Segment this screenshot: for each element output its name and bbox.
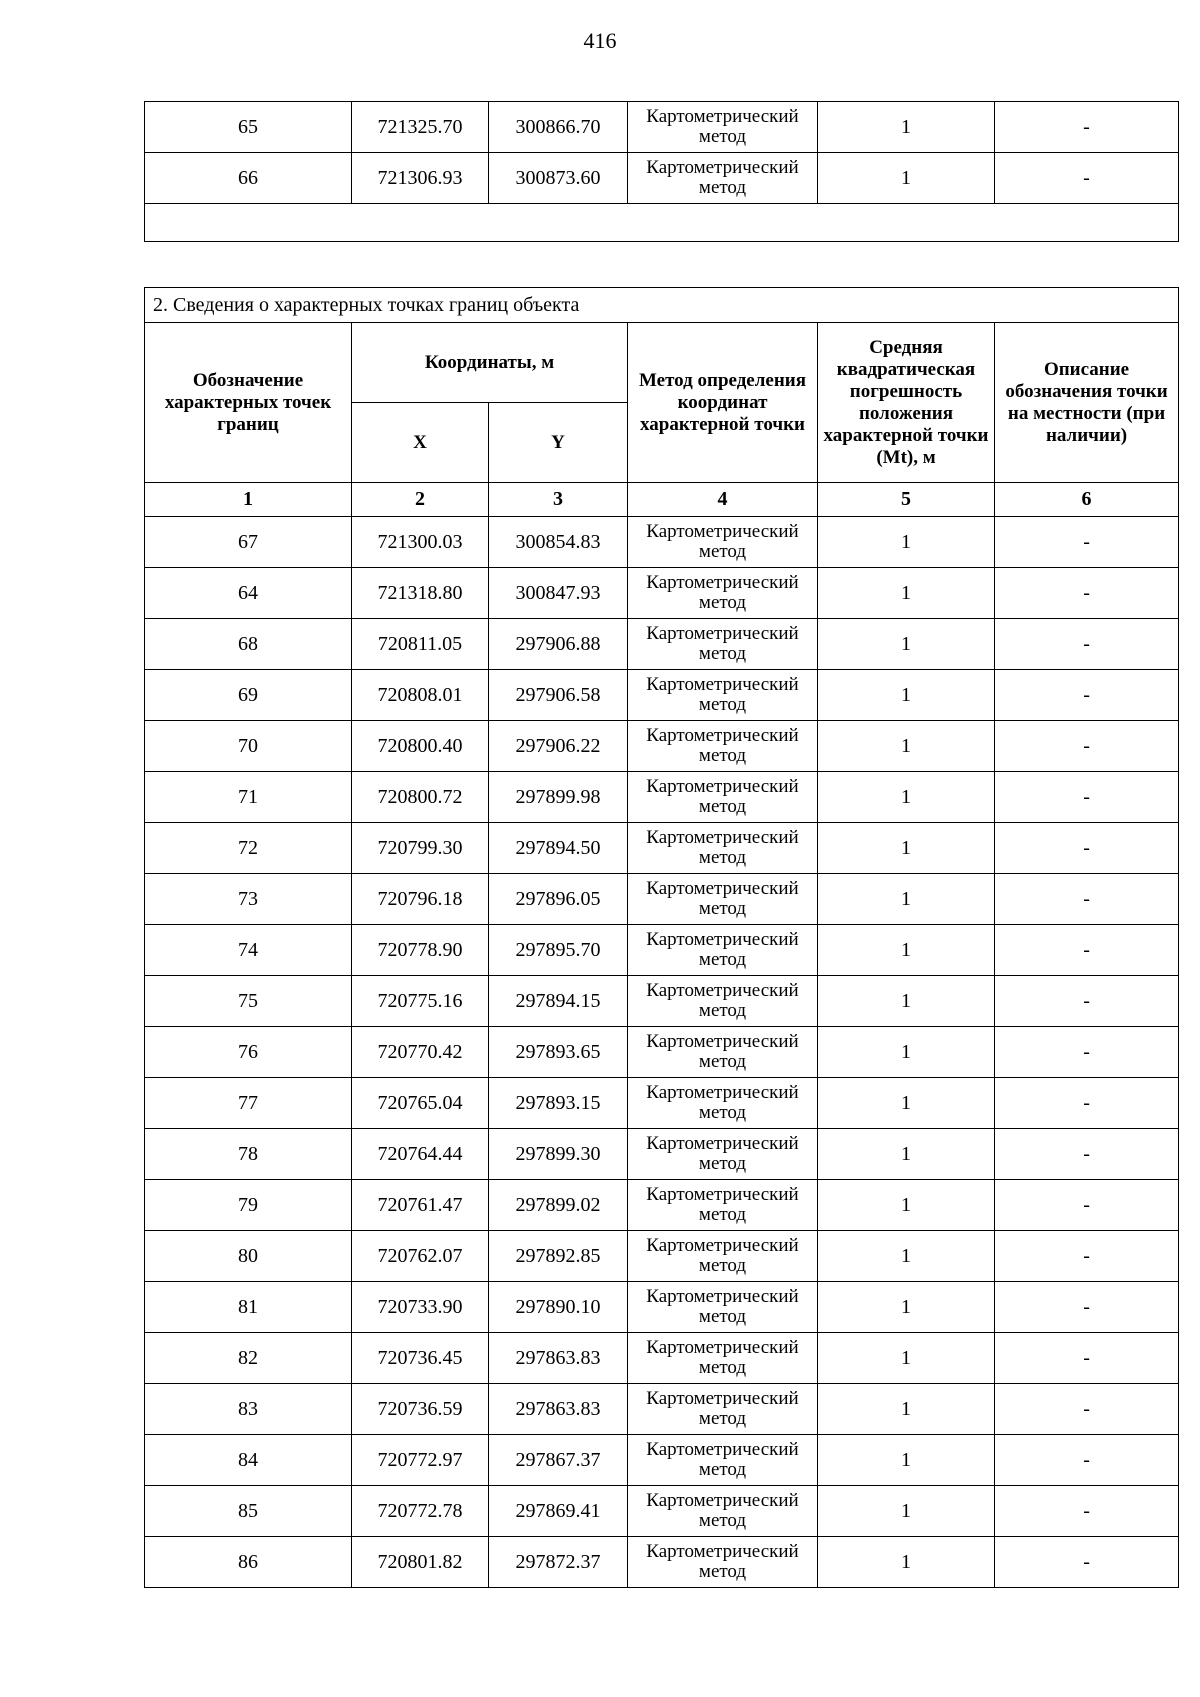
y-coordinate-cell: 297863.83 — [489, 1333, 628, 1384]
x-coordinate-cell: 720772.97 — [352, 1435, 489, 1486]
description-cell: - — [995, 1129, 1179, 1180]
table-row — [145, 1486, 1179, 1537]
column-number: 6 — [995, 483, 1179, 517]
y-coordinate-cell: 297892.85 — [489, 1231, 628, 1282]
description-cell: - — [995, 976, 1179, 1027]
header-description: Описание обозначения точки на местности (при наличии) — [995, 323, 1179, 483]
y-coordinate-cell: 297894.50 — [489, 823, 628, 874]
method-cell: Картометрический метод — [628, 721, 818, 772]
description-cell: - — [995, 1435, 1179, 1486]
x-coordinate-cell: 720736.59 — [352, 1384, 489, 1435]
description-cell: - — [995, 517, 1179, 568]
x-coordinate-cell: 720765.04 — [352, 1078, 489, 1129]
x-coordinate-cell: 721306.93 — [352, 153, 489, 204]
x-coordinate-cell: 721325.70 — [352, 102, 489, 153]
description-cell: - — [995, 619, 1179, 670]
method-cell: Картометрический метод — [628, 1282, 818, 1333]
header-x: X — [352, 403, 489, 483]
y-coordinate-cell: 297906.22 — [489, 721, 628, 772]
mean-error-cell: 1 — [818, 1486, 995, 1537]
x-coordinate-cell: 720761.47 — [352, 1180, 489, 1231]
y-coordinate-cell: 297867.37 — [489, 1435, 628, 1486]
mean-error-cell: 1 — [818, 721, 995, 772]
mean-error-cell: 1 — [818, 153, 995, 204]
description-cell: - — [995, 721, 1179, 772]
x-coordinate-cell: 720772.78 — [352, 1486, 489, 1537]
mean-error-cell: 1 — [818, 823, 995, 874]
y-coordinate-cell: 297899.02 — [489, 1180, 628, 1231]
y-coordinate-cell: 297899.98 — [489, 772, 628, 823]
mean-error-cell: 1 — [818, 1231, 995, 1282]
y-coordinate-cell: 300847.93 — [489, 568, 628, 619]
table-row — [145, 1129, 1179, 1180]
point-id-cell: 85 — [145, 1486, 352, 1537]
point-id-cell: 69 — [145, 670, 352, 721]
y-coordinate-cell: 297906.88 — [489, 619, 628, 670]
method-cell: Картометрический метод — [628, 925, 818, 976]
y-coordinate-cell: 297869.41 — [489, 1486, 628, 1537]
mean-error-cell: 1 — [818, 1537, 995, 1588]
column-number: 3 — [489, 483, 628, 517]
method-cell: Картометрический метод — [628, 1333, 818, 1384]
x-coordinate-cell: 720736.45 — [352, 1333, 489, 1384]
continued-points-body — [145, 102, 1179, 242]
point-id-cell: 75 — [145, 976, 352, 1027]
method-cell: Картометрический метод — [628, 619, 818, 670]
point-id-cell: 84 — [145, 1435, 352, 1486]
point-id-cell: 70 — [145, 721, 352, 772]
description-cell: - — [995, 1078, 1179, 1129]
mean-error-cell: 1 — [818, 1180, 995, 1231]
y-coordinate-cell: 300854.83 — [489, 517, 628, 568]
table-row — [145, 1231, 1179, 1282]
mean-error-cell: 1 — [818, 619, 995, 670]
point-id-cell: 74 — [145, 925, 352, 976]
point-id-cell: 82 — [145, 1333, 352, 1384]
x-coordinate-cell: 720770.42 — [352, 1027, 489, 1078]
description-cell: - — [995, 1537, 1179, 1588]
y-coordinate-cell: 297893.15 — [489, 1078, 628, 1129]
description-cell: - — [995, 1384, 1179, 1435]
point-id-cell: 67 — [145, 517, 352, 568]
method-cell: Картометрический метод — [628, 823, 818, 874]
x-coordinate-cell: 720778.90 — [352, 925, 489, 976]
x-coordinate-cell: 720796.18 — [352, 874, 489, 925]
description-cell: - — [995, 1282, 1179, 1333]
table-row — [145, 772, 1179, 823]
description-cell: - — [995, 153, 1179, 204]
column-number: 4 — [628, 483, 818, 517]
boundary-points-body — [145, 517, 1179, 1588]
point-id-cell: 78 — [145, 1129, 352, 1180]
description-cell: - — [995, 568, 1179, 619]
table-row — [145, 670, 1179, 721]
mean-error-cell: 1 — [818, 772, 995, 823]
boundary-points-table — [144, 287, 1179, 1588]
table-row — [145, 619, 1179, 670]
table-row — [145, 517, 1179, 568]
mean-error-cell: 1 — [818, 925, 995, 976]
y-coordinate-cell: 300866.70 — [489, 102, 628, 153]
continued-points-table — [144, 101, 1179, 242]
point-id-cell: 71 — [145, 772, 352, 823]
description-cell: - — [995, 1231, 1179, 1282]
mean-error-cell: 1 — [818, 1078, 995, 1129]
description-cell: - — [995, 1486, 1179, 1537]
x-coordinate-cell: 720808.01 — [352, 670, 489, 721]
y-coordinate-cell: 297906.58 — [489, 670, 628, 721]
method-cell: Картометрический метод — [628, 1129, 818, 1180]
mean-error-cell: 1 — [818, 102, 995, 153]
method-cell: Картометрический метод — [628, 772, 818, 823]
x-coordinate-cell: 720801.82 — [352, 1537, 489, 1588]
description-cell: - — [995, 1180, 1179, 1231]
point-id-cell: 77 — [145, 1078, 352, 1129]
mean-error-cell: 1 — [818, 568, 995, 619]
x-coordinate-cell: 720800.72 — [352, 772, 489, 823]
mean-error-cell: 1 — [818, 1333, 995, 1384]
y-coordinate-cell: 297893.65 — [489, 1027, 628, 1078]
point-id-cell: 64 — [145, 568, 352, 619]
description-cell: - — [995, 1027, 1179, 1078]
column-number: 5 — [818, 483, 995, 517]
description-cell: - — [995, 925, 1179, 976]
x-coordinate-cell: 720762.07 — [352, 1231, 489, 1282]
method-cell: Картометрический метод — [628, 976, 818, 1027]
mean-error-cell: 1 — [818, 670, 995, 721]
table-row — [145, 1027, 1179, 1078]
mean-error-cell: 1 — [818, 1129, 995, 1180]
point-id-cell: 65 — [145, 102, 352, 153]
column-number: 1 — [145, 483, 352, 517]
point-id-cell: 72 — [145, 823, 352, 874]
method-cell: Картометрический метод — [628, 1384, 818, 1435]
table-row — [145, 1384, 1179, 1435]
page-number: 416 — [583, 28, 617, 53]
method-cell: Картометрический метод — [628, 1231, 818, 1282]
description-cell: - — [995, 772, 1179, 823]
y-coordinate-cell: 297894.15 — [489, 976, 628, 1027]
boundary-points-header — [145, 288, 1179, 517]
mean-error-cell: 1 — [818, 517, 995, 568]
y-coordinate-cell: 297890.10 — [489, 1282, 628, 1333]
header-point-designation: Обозначение характерных точек границ — [145, 323, 352, 483]
method-cell: Картометрический метод — [628, 1435, 818, 1486]
method-cell: Картометрический метод — [628, 517, 818, 568]
y-coordinate-cell: 297872.37 — [489, 1537, 628, 1588]
point-id-cell: 80 — [145, 1231, 352, 1282]
method-cell: Картометрический метод — [628, 874, 818, 925]
mean-error-cell: 1 — [818, 976, 995, 1027]
method-cell: Картометрический метод — [628, 568, 818, 619]
description-cell: - — [995, 670, 1179, 721]
table-row — [145, 721, 1179, 772]
point-id-cell: 79 — [145, 1180, 352, 1231]
table-row — [145, 1537, 1179, 1588]
y-coordinate-cell: 297896.05 — [489, 874, 628, 925]
point-id-cell: 76 — [145, 1027, 352, 1078]
x-coordinate-cell: 721318.80 — [352, 568, 489, 619]
description-cell: - — [995, 874, 1179, 925]
y-coordinate-cell: 300873.60 — [489, 153, 628, 204]
x-coordinate-cell: 720800.40 — [352, 721, 489, 772]
x-coordinate-cell: 720775.16 — [352, 976, 489, 1027]
x-coordinate-cell: 720764.44 — [352, 1129, 489, 1180]
y-coordinate-cell: 297863.83 — [489, 1384, 628, 1435]
y-coordinate-cell: 297895.70 — [489, 925, 628, 976]
method-cell: Картометрический метод — [628, 1537, 818, 1588]
x-coordinate-cell: 720811.05 — [352, 619, 489, 670]
table-row — [145, 153, 1179, 204]
x-coordinate-cell: 721300.03 — [352, 517, 489, 568]
header-method: Метод определения координат характерной точки — [628, 323, 818, 483]
point-id-cell: 73 — [145, 874, 352, 925]
table-row — [145, 925, 1179, 976]
method-cell: Картометрический метод — [628, 1078, 818, 1129]
table-row — [145, 976, 1179, 1027]
method-cell: Картометрический метод — [628, 1180, 818, 1231]
point-id-cell: 81 — [145, 1282, 352, 1333]
mean-error-cell: 1 — [818, 1384, 995, 1435]
table-row — [145, 1333, 1179, 1384]
point-id-cell: 68 — [145, 619, 352, 670]
table-row — [145, 1282, 1179, 1333]
table-row — [145, 1435, 1179, 1486]
section-title: 2. Сведения о характерных точках границ объекта — [145, 288, 1179, 323]
description-cell: - — [995, 1333, 1179, 1384]
table-row — [145, 102, 1179, 153]
point-id-cell: 66 — [145, 153, 352, 204]
header-mean-error: Средняя квадратическая погрешность положения характерной точки (Mt), м — [818, 323, 995, 483]
x-coordinate-cell: 720799.30 — [352, 823, 489, 874]
table-row — [145, 874, 1179, 925]
method-cell: Картометрический метод — [628, 1486, 818, 1537]
mean-error-cell: 1 — [818, 1282, 995, 1333]
mean-error-cell: 1 — [818, 1435, 995, 1486]
point-id-cell: 83 — [145, 1384, 352, 1435]
table-row — [145, 568, 1179, 619]
mean-error-cell: 1 — [818, 874, 995, 925]
table-row — [145, 1078, 1179, 1129]
method-cell: Картометрический метод — [628, 1027, 818, 1078]
description-cell: - — [995, 102, 1179, 153]
x-coordinate-cell: 720733.90 — [352, 1282, 489, 1333]
table-row — [145, 823, 1179, 874]
empty-row — [145, 204, 1179, 242]
header-y: Y — [489, 403, 628, 483]
empty-cell — [145, 204, 1179, 242]
table-row — [145, 1180, 1179, 1231]
point-id-cell: 86 — [145, 1537, 352, 1588]
method-cell: Картометрический метод — [628, 670, 818, 721]
column-number: 2 — [352, 483, 489, 517]
header-coordinates: Координаты, м — [352, 323, 628, 403]
mean-error-cell: 1 — [818, 1027, 995, 1078]
description-cell: - — [995, 823, 1179, 874]
y-coordinate-cell: 297899.30 — [489, 1129, 628, 1180]
method-cell: Картометрический метод — [628, 153, 818, 204]
method-cell: Картометрический метод — [628, 102, 818, 153]
